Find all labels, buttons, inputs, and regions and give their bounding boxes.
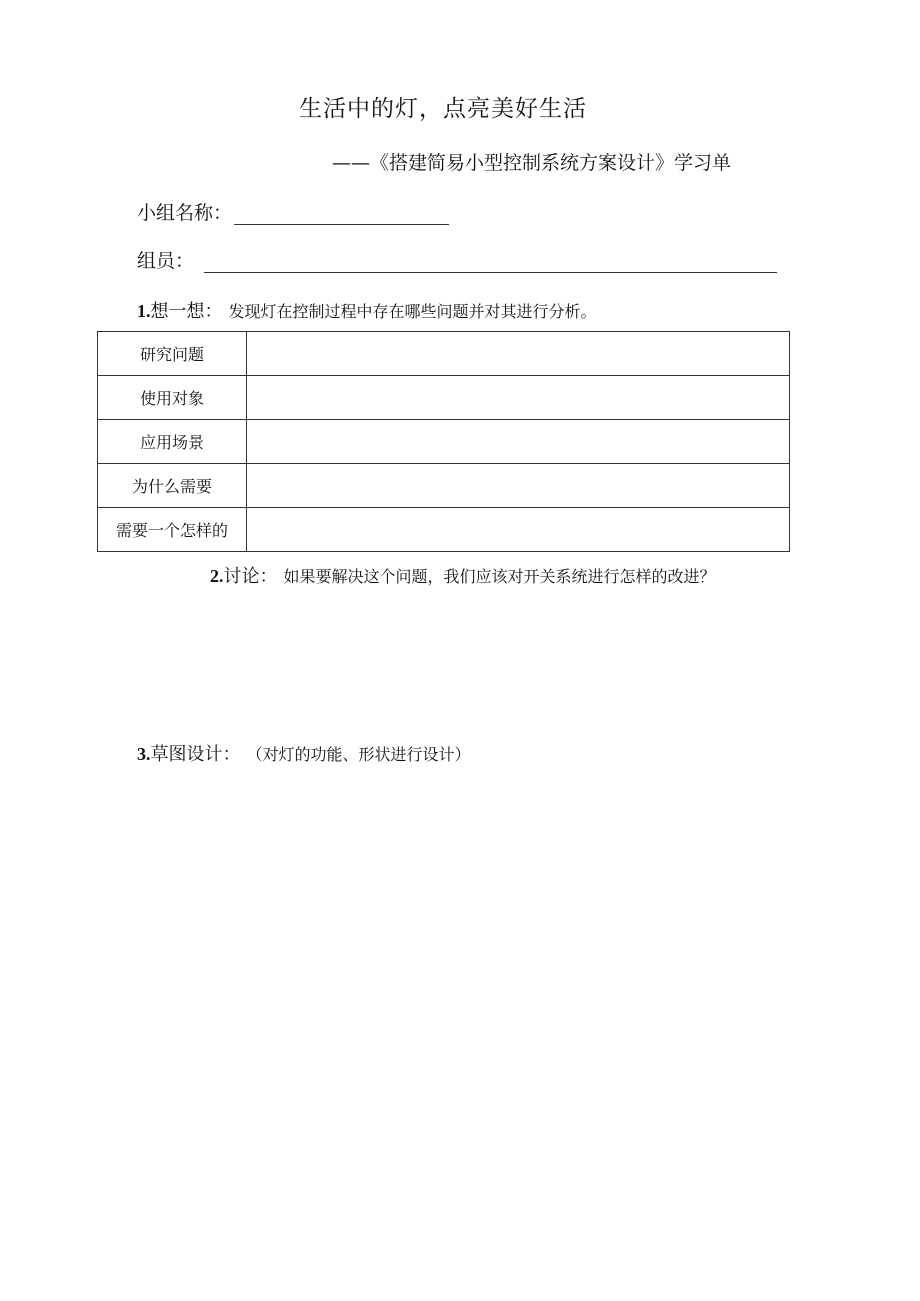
table-row [98, 420, 790, 464]
row-label: 研究问题 [98, 332, 247, 376]
table-row [98, 464, 790, 508]
table-row [98, 376, 790, 420]
section2-heading [210, 562, 716, 588]
row-label: 需要一个怎样的 [98, 508, 247, 552]
section3-number: 3. [137, 744, 151, 764]
members-label: 组员： [137, 250, 195, 272]
group-name-label: 小组名称： [137, 202, 233, 224]
row-label: 为什么需要 [98, 464, 247, 508]
group-name-blank[interactable] [234, 204, 449, 225]
section1-title: 想一想： [150, 301, 223, 322]
table-row [98, 332, 790, 376]
row-label: 应用场景 [98, 420, 247, 464]
section1-heading [137, 297, 597, 323]
section1-number: 1. [137, 301, 151, 321]
row-answer-cell[interactable] [247, 508, 790, 552]
row-label: 使用对象 [98, 376, 247, 420]
section3-title: 草图设计： [150, 744, 241, 765]
table-row [98, 508, 790, 552]
section2-prompt: 如果要解决这个问题，我们应该对开关系统进行怎样的改进？ [283, 567, 716, 586]
section2-number: 2. [210, 566, 224, 586]
members-field [137, 246, 777, 273]
row-answer-cell[interactable] [247, 464, 790, 508]
section1-prompt: 发现灯在控制过程中存在哪些问题并对其进行分析。 [228, 302, 597, 321]
analysis-table [97, 331, 790, 552]
members-blank[interactable] [204, 252, 777, 273]
section3-heading [137, 740, 471, 766]
section3-prompt: （对灯的功能、形状进行设计） [246, 745, 471, 764]
group-name-field [137, 198, 449, 225]
document-subtitle: ——《搭建简易小型控制系统方案设计》学习单 [332, 152, 732, 174]
row-answer-cell[interactable] [247, 332, 790, 376]
section2-title: 讨论： [223, 566, 278, 587]
row-answer-cell[interactable] [247, 420, 790, 464]
row-answer-cell[interactable] [247, 376, 790, 420]
document-title: 生活中的灯，点亮美好生活 [299, 96, 587, 122]
